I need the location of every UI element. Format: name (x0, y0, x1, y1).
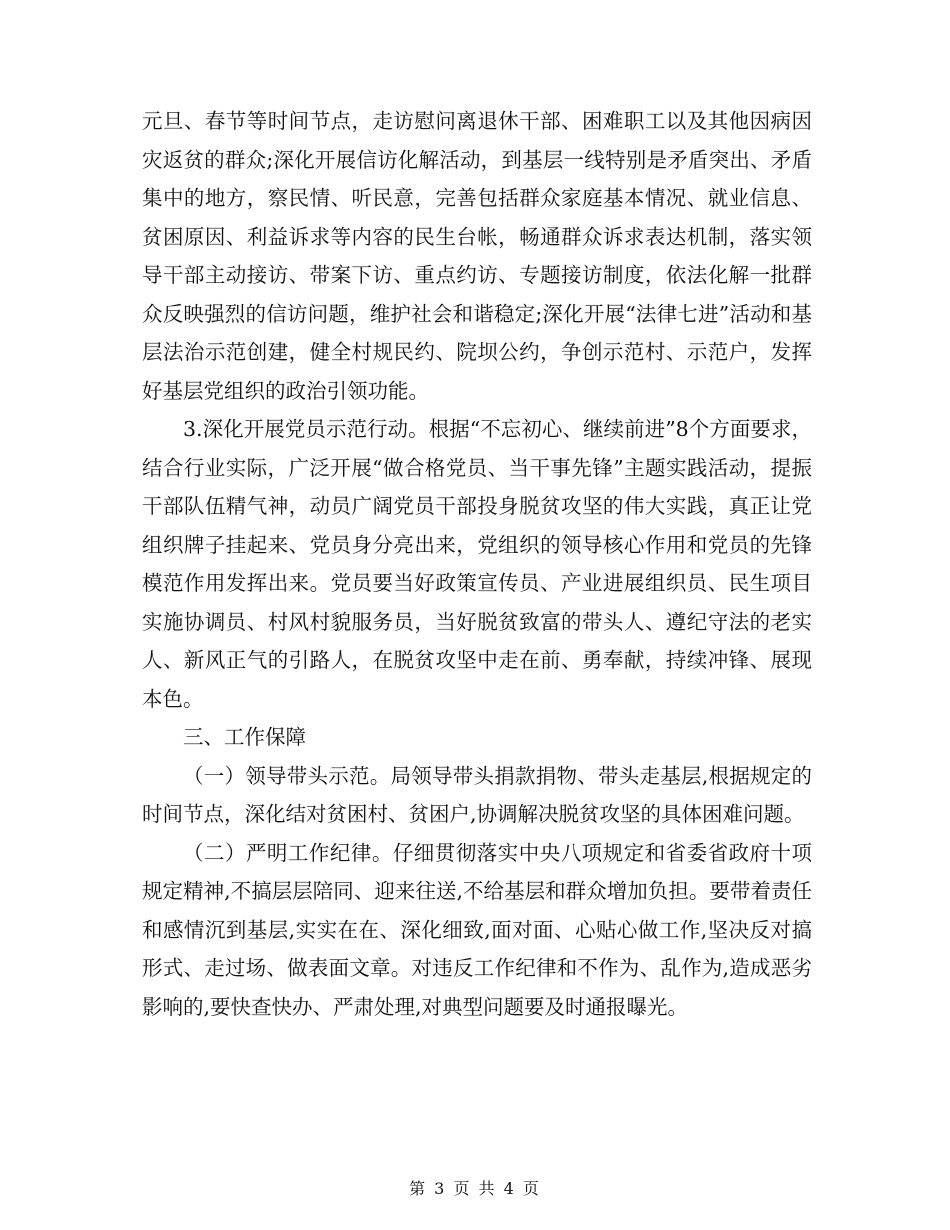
paragraph-work-discipline: （二）严明工作纪律。仔细贯彻落实中央八项规定和省委省政府十项规定精神,不搞层层陪同、迎来往送,不给基层和群众增加负担。要带着责任和感情沉到基层,实实在在、深化细致,面对面、心贴心做工作,坚决反对搞形式、走过场、做表面文章。对违反工作纪律和不作为、乱作为,造成恶劣影响的,要快查快办、严肃处理,对典型问题要及时通报曝光。 (142, 840, 812, 1019)
section-heading-work-guarantee: 三、工作保障 (183, 725, 306, 749)
paragraph-leadership-example: （一）领导带头示范。局领导带头捐款捐物、带头走基层,根据规定的时间节点，深化结对贫困村、贫困户,协调解决脱贫攻坚的具体困难问题。 (142, 763, 812, 826)
paragraph-continued: 元旦、春节等时间节点，走访慰问离退休干部、困难职工以及其他因病因灾返贫的群众;深化开展信访化解活动，到基层一线特别是矛盾突出、矛盾集中的地方，察民情、听民意，完善包括群众家庭基本情况、就业信息、贫困原因、利益诉求等内容的民生台帐，畅通群众诉求表达机制，落实领导干部主动接访、带案下访、重点约访、专题接访制度，依法化解一批群众反映强烈的信访问题，维护社会和谐稳定;深化开展“法律七进”活动和基层法治示范创建，健全村规民约、院坝公约，争创示范村、示范户，发挥好基层党组织的政治引领功能。 (142, 109, 812, 403)
page-footer: 第 3 页 共 4 页 (409, 1179, 541, 1198)
paragraph-party-member-action: 3.深化开展党员示范行动。根据“不忘初心、继续前进”8个方面要求，结合行业实际，广泛开展“做合格党员、当干事先锋”主题实践活动，提振干部队伍精气神，动员广阔党员干部投身脱贫攻坚的伟大实践，真正让党组织牌子挂起来、党员身分亮出来，党组织的领导核心作用和党员的先锋模范作用发挥出来。党员要当好政策宣传员、产业进展组织员、民生项目实施协调员、村风村貌服务员，当好脱贫致富的带头人、遵纪守法的老实人、新风正气的引路人，在脱贫攻坚中走在前、勇奉献，持续冲锋、展现本色。 (142, 417, 812, 711)
document-body (142, 102, 812, 1026)
